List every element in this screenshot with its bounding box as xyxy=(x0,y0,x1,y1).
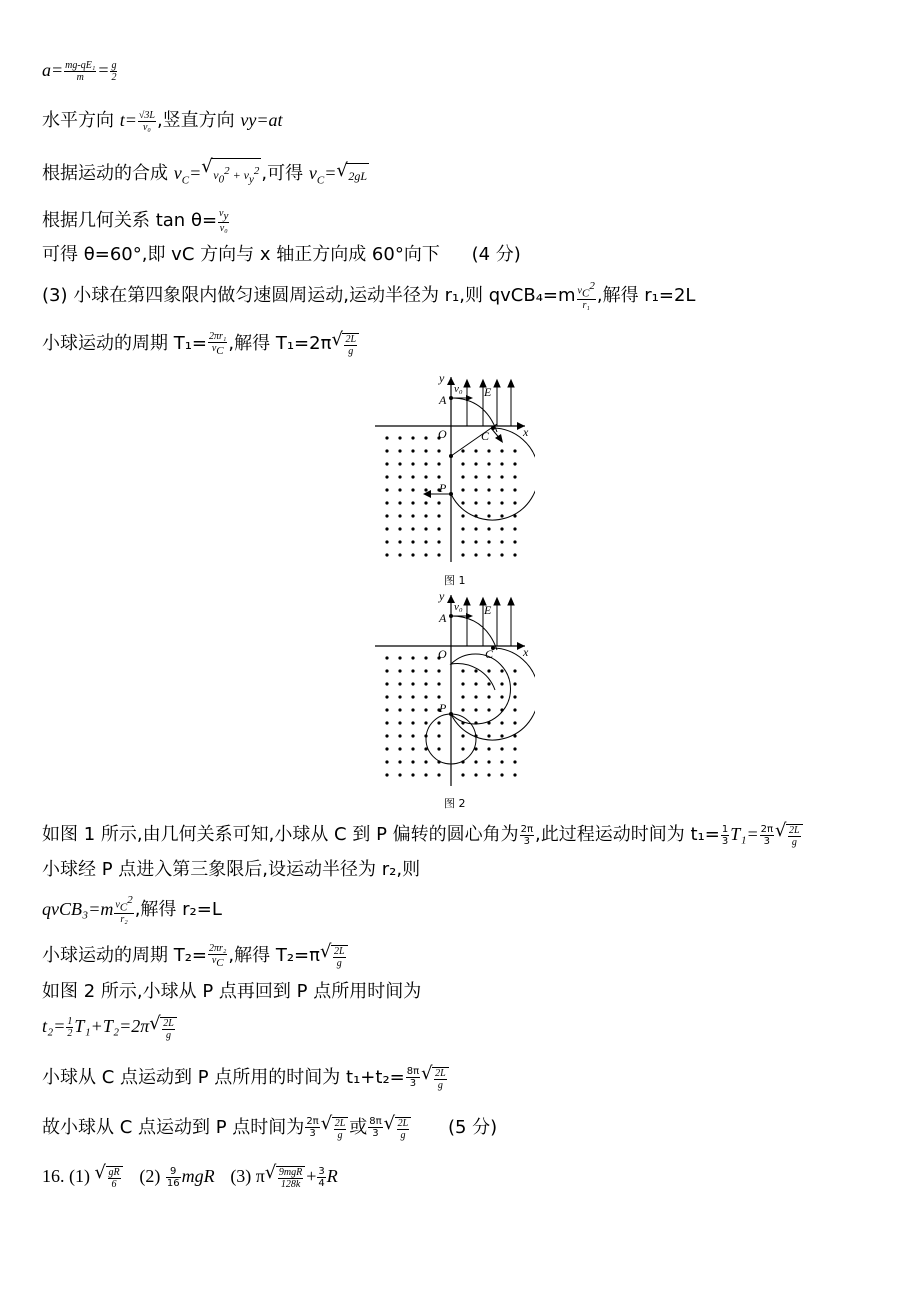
figure-1-caption: 图 1 xyxy=(444,574,466,587)
line-part3-radius: (3) 小球在第四象限内做匀速圆周运动,运动半径为 r₁,则 qvCB₄=m $\frac{v_C^2}{\text{r₁}}$ ,解得 r₁=2L xyxy=(42,280,696,312)
label-E: E xyxy=(484,385,492,399)
trajectory-arc xyxy=(451,428,535,520)
label-y: y xyxy=(439,372,445,385)
label-C: C xyxy=(485,647,494,661)
figure-2 xyxy=(375,590,535,790)
line-third-quadrant: 小球经 P 点进入第三象限后,设运动半径为 r₂,则 xyxy=(42,859,421,880)
line-velocity-composition: 根据运动的合成 $v_C=√$ $v_0^2 + v_y^2$ ,可得 $v_C=√$ 2gL xyxy=(42,158,369,192)
label-O: O xyxy=(438,647,447,661)
line-angle-result: 可得 θ=60°,即 vC 方向与 x 轴正方向成 60°向下 (4 分) xyxy=(42,244,521,265)
label-P: P xyxy=(439,481,447,495)
line-angle-time-t1: 如图 1 所示,由几何关系可知,小球从 C 到 P 偏转的圆心角为 $\frac{2\pi}{3}$ ,此过程运动时间为 t₁= $\frac{1}{3}$ T₁= $\frac{2\pi}{3}$ √ $\frac{2L}{g}$ xyxy=(42,822,804,848)
trajectory-arc-large xyxy=(451,648,535,740)
label-O: O xyxy=(438,427,447,441)
label-y: y xyxy=(439,590,445,603)
label-C: C xyxy=(481,429,490,443)
label-x: x xyxy=(523,425,529,439)
line-geometry-tan: 根据几何关系 tan θ= $\frac{v_y}{\text{v₀}}$ xyxy=(42,208,229,234)
line-fig2-return: 如图 2 所示,小球从 P 点再回到 P 点所用时间为 xyxy=(42,981,422,1002)
line-acceleration: a= $\frac{\text{mg-qE₁}}{m}$ = $\frac{g}{2}$ xyxy=(42,60,117,84)
label-A: A xyxy=(439,611,447,625)
label-x: x xyxy=(523,645,529,659)
line-radius-r2: qvCB₃=m $\frac{v_C^2}{\text{r₂}}$ ,解得 r₂=L xyxy=(42,894,222,926)
line-t2: t₂= $\frac{1}{2}$ T₁+T₂=2π √ $\frac{2L}{g}$ xyxy=(42,1014,178,1041)
line-period-t2: 小球运动的周期 T₂= $\frac{\text{2πr₂}}{v_C}$ ,解得 T₂=π √ $\frac{2L}{g}$ xyxy=(42,943,349,969)
figure-2-caption: 图 2 xyxy=(444,797,466,810)
line-total-time: 小球从 C 点运动到 P 点所用的时间为 t₁+t₂= $\frac{8\pi}{3}$ √ $\frac{2L}{g}$ xyxy=(42,1065,450,1091)
label-A: A xyxy=(439,393,447,407)
line-question-16: 16. (1) √ $\frac{gR}{6}$ (2) $\frac{9}{16}$ mgR (3) π √ $\frac{\text{9mgR}}{128k}$ + $\frac{3}{4}$ R xyxy=(42,1164,338,1190)
line-horizontal-vertical: 水平方向 t= $\frac{√3L}{\text{v₀}}$ ,竖直方向 vy=at xyxy=(42,110,283,134)
figure-1 xyxy=(375,372,535,567)
label-v0: v₀ xyxy=(454,601,463,613)
line-final-answer: 故小球从 C 点运动到 P 点时间为 $\frac{2\pi}{3}$ √ $\frac{2L}{g}$ 或 $\frac{8\pi}{3}$ √ $\frac{2L}{g}$ (5 分) xyxy=(42,1115,497,1141)
line-period-t1: 小球运动的周期 T₁= $\frac{\text{2πr₁}}{v_C}$ ,解得 T₁=2π √ $\frac{2L}{g}$ xyxy=(42,331,360,357)
label-P: P xyxy=(439,701,447,715)
label-v0: v₀ xyxy=(454,383,463,395)
label-E: E xyxy=(484,603,492,617)
